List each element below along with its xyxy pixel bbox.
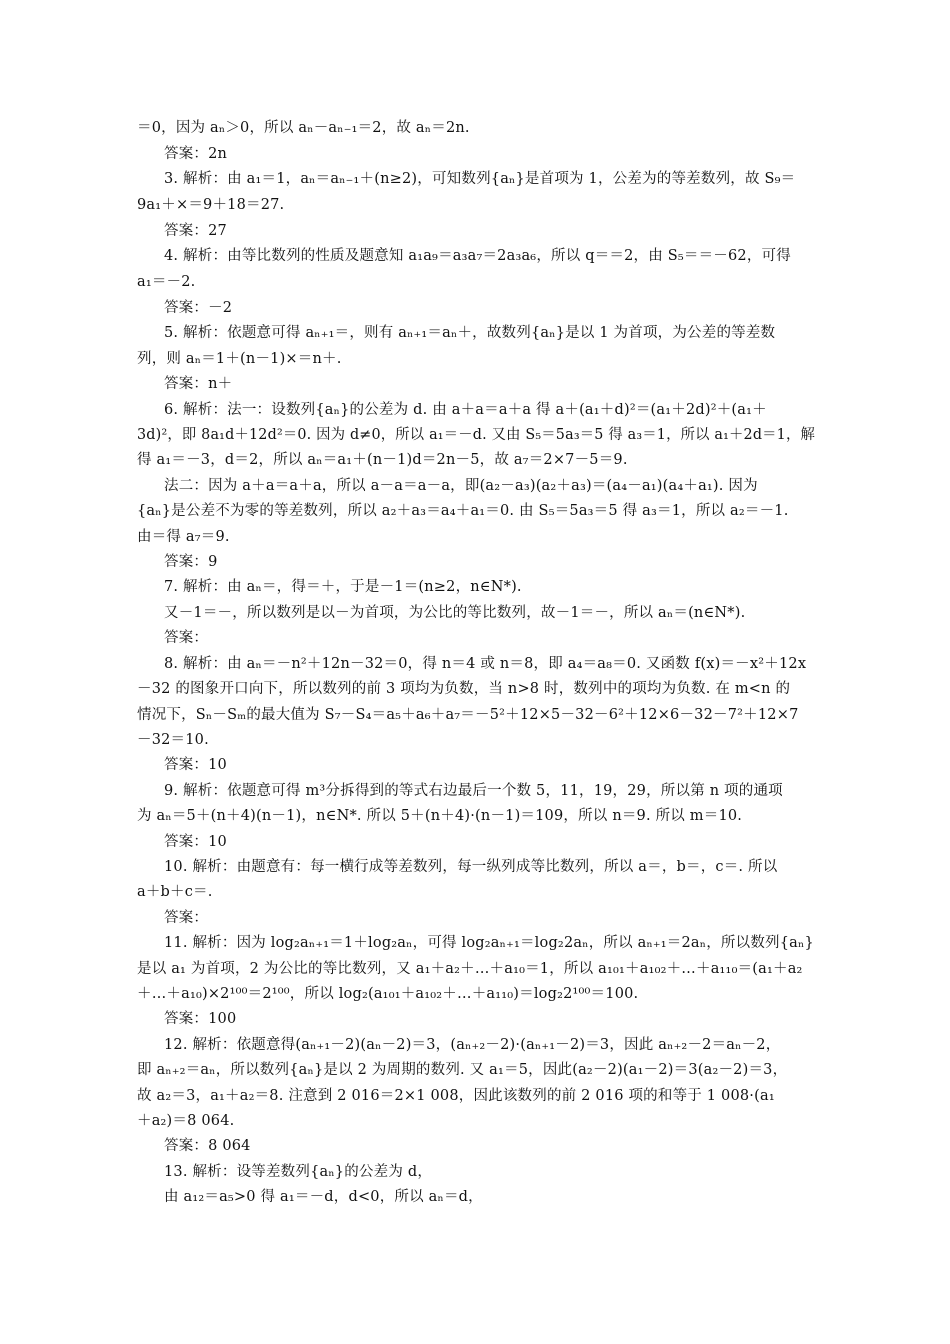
text-line: ＋…＋a₁₀)×2¹⁰⁰＝2¹⁰⁰，所以 log₂(a₁₀₁＋a₁₀₂＋…＋a₁₁₀)＝log₂2¹⁰⁰＝100.	[137, 986, 639, 1002]
text-line: a＋b＋c＝.	[137, 884, 213, 900]
solution-line: 6. 解析：法一：设数列{aₙ}的公差为 d. 由 a＋a＝a＋a 得 a＋(a₁＋d)²＝(a₁＋2d)²＋(a₁＋	[164, 402, 767, 418]
solution-line: 4. 解析：由等比数列的性质及题意知 a₁a₉＝a₃a₇＝2a₃a₆，所以 q＝＝2，由 S₅＝＝－62，可得	[164, 248, 791, 264]
answer-line: 答案：－2	[164, 300, 233, 316]
answer-line: 答案：	[164, 910, 209, 926]
text-line: 法二：因为 a＋a＝a＋a，所以 a－a＝a－a，即(a₂－a₃)(a₂＋a₃)＝(a₄－a₁)(a₄＋a₁). 因为	[164, 478, 758, 494]
text-line: 又－1＝－，所以数列是以－为首项，为公比的等比数列，故－1＝－，所以 aₙ＝(n∈N*).	[164, 605, 746, 621]
solution-line: 5. 解析：依题意可得 aₙ₊₁＝，则有 aₙ₊₁＝aₙ＋，故数列{aₙ}是以 1 为首项，为公差的等差数	[164, 325, 776, 341]
text-line: {aₙ}是公差不为零的等差数列，所以 a₂＋a₃＝a₄＋a₁＝0. 由 S₅＝5a₃＝5 得 a₃＝1，所以 a₂＝－1.	[137, 503, 789, 519]
text-line: 3d)²，即 8a₁d＋12d²＝0. 因为 d≠0，所以 a₁＝－d. 又由 S₅＝5a₃＝5 得 a₃＝1，所以 a₁＋2d＝1，解	[137, 427, 816, 443]
solution-line: 10. 解析：由题意有：每一横行成等差数列，每一纵列成等比数列，所以 a＝，b＝，c＝. 所以	[164, 859, 778, 875]
solution-line: 12. 解析：依题意得(aₙ₊₁－2)(aₙ－2)＝3，(aₙ₊₂－2)·(aₙ₊₁－2)＝3，因此 aₙ₊₂－2＝aₙ－2，	[164, 1037, 781, 1053]
text-line: 由 a₁₂＝a₅>0 得 a₁＝－d，d<0，所以 aₙ＝d，	[164, 1189, 483, 1205]
solution-line: 11. 解析：因为 log₂aₙ₊₁＝1＋log₂aₙ，可得 log₂aₙ₊₁＝log₂2aₙ，所以 aₙ₊₁＝2aₙ，所以数列{aₙ}	[164, 935, 814, 951]
text-line: 得 a₁＝－3，d＝2，所以 aₙ＝a₁＋(n－1)d＝2n－5，故 a₇＝2×7－5＝9.	[137, 452, 628, 468]
text-line: －32＝10.	[137, 732, 209, 748]
solution-line: 13. 解析：设等差数列{aₙ}的公差为 d，	[164, 1164, 433, 1180]
answer-line: 答案：8 064	[164, 1138, 251, 1154]
text-line: 故 a₂＝3，a₁＋a₂＝8. 注意到 2 016＝2×1 008，因此该数列的前 2 016 项的和等于 1 008·(a₁	[137, 1088, 775, 1104]
text-line: 情况下，Sₙ－Sₘ的最大值为 S₇－S₄＝a₅＋a₆＋a₇＝－5²＋12×5－32－6²＋12×6－32－7²＋12×7	[137, 707, 799, 723]
answer-line: 答案：2n	[164, 146, 228, 162]
text-line: 是以 a₁ 为首项，2 为公比的等比数列，又 a₁＋a₂＋…＋a₁₀＝1，所以 a₁₀₁＋a₁₀₂＋…＋a₁₁₀＝(a₁＋a₂	[137, 961, 803, 977]
solution-line: 8. 解析：由 aₙ＝－n²＋12n－32＝0，得 n＝4 或 n＝8，即 a₄＝a₈＝0. 又函数 f(x)＝－x²＋12x	[164, 656, 807, 672]
text-line: －32 的图象开口向下，所以数列的前 3 项均为负数，当 n>8 时，数列中的项均为负数. 在 m<n 的	[137, 681, 791, 697]
answer-line: 答案：n＋	[164, 376, 233, 392]
text-line: 列，则 aₙ＝1＋(n－1)×＝n＋.	[137, 351, 342, 367]
solution-line: 7. 解析：由 aₙ＝，得＝＋，于是－1＝(n≥2，n∈N*).	[164, 579, 522, 595]
text-line: 由＝得 a₇＝9.	[137, 529, 230, 545]
answer-line: 答案：27	[164, 223, 227, 239]
answer-line: 答案：10	[164, 757, 227, 773]
text-line: 为 aₙ＝5＋(n＋4)(n－1)，n∈N*. 所以 5＋(n＋4)·(n－1)＝109，所以 n＝9. 所以 m＝10.	[137, 808, 743, 824]
solution-line: 3. 解析：由 a₁＝1，aₙ＝aₙ₋₁＋(n≥2)，可知数列{aₙ}是首项为 1，公差为的等差数列，故 S₉＝	[164, 171, 796, 187]
text-line: 9a₁＋×＝9＋18＝27.	[137, 197, 285, 213]
text-line: ＋a₂)＝8 064.	[137, 1113, 235, 1129]
answer-line: 答案：9	[164, 554, 218, 570]
solution-line: 9. 解析：依题意可得 m³分拆得到的等式右边最后一个数 5，11，19，29，所以第 n 项的通项	[164, 783, 783, 799]
answer-line: 答案：10	[164, 834, 227, 850]
text-line: a₁＝－2.	[137, 274, 196, 290]
answer-line: 答案：100	[164, 1011, 237, 1027]
text-line: ＝0，因为 aₙ＞0，所以 aₙ－aₙ₋₁＝2，故 aₙ＝2n.	[137, 120, 470, 136]
answer-line: 答案：	[164, 630, 209, 646]
text-line: 即 aₙ₊₂＝aₙ，所以数列{aₙ}是以 2 为周期的数列. 又 a₁＝5，因此(a₂－2)(a₁－2)＝3(a₂－2)＝3，	[137, 1062, 788, 1078]
